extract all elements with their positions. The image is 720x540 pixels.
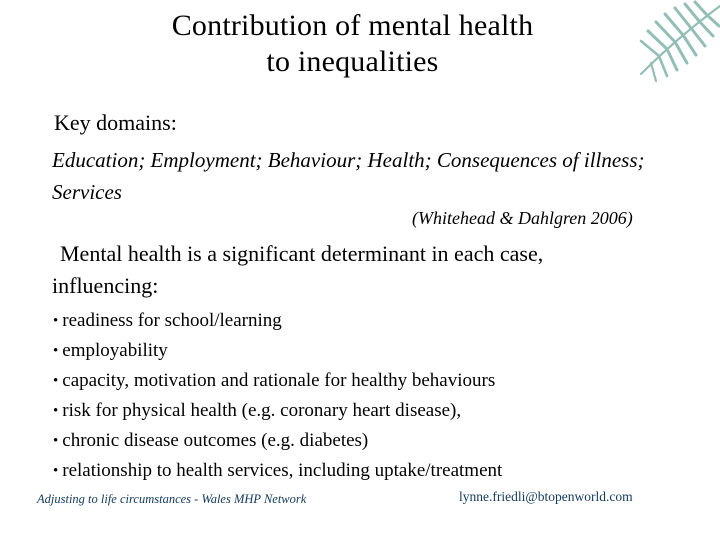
list-item-text: capacity, motivation and rationale for healthy behaviours (62, 370, 496, 391)
influence-list (53, 306, 502, 486)
citation: (Whitehead & Dahlgren 2006) (412, 208, 633, 228)
slide-title (80, 8, 625, 80)
list-item-text: chronic disease outcomes (e.g. diabetes) (62, 430, 369, 451)
bullet-icon: • (53, 313, 59, 329)
statement-line-2: influencing: (52, 273, 159, 298)
statement-line-1: Mental health is a significant determinant in each case, (60, 241, 544, 266)
list-item-text: risk for physical health (e.g. coronary heart disease), (62, 400, 462, 421)
bullet-icon: • (53, 433, 59, 449)
bullet-icon: • (53, 373, 59, 389)
list-item (53, 456, 502, 486)
domains-text: Education; Employment; Behaviour; Health; Consequences of illness; Services (52, 148, 645, 204)
list-item (53, 396, 502, 426)
bullet-icon: • (53, 403, 59, 419)
list-item-text: employability (62, 340, 168, 361)
title-line-1: Contribution of mental health (171, 9, 534, 42)
list-item (53, 306, 502, 336)
list-item (53, 426, 502, 456)
footer-email-link[interactable]: lynne.friedli@btopenworld.com (459, 489, 633, 504)
key-domains-heading: Key domains: (54, 110, 177, 135)
bullet-icon: • (53, 343, 59, 359)
bullet-icon: • (53, 463, 59, 479)
list-item (53, 336, 502, 366)
list-item-text: relationship to health services, including uptake/treatment (62, 460, 503, 481)
footer-network-label: Adjusting to life circumstances - Wales MHP Network (37, 492, 307, 506)
title-line-2: to inequalities (266, 45, 439, 78)
list-item (53, 366, 502, 396)
list-item-text: readiness for school/learning (62, 310, 282, 331)
determinant-statement (52, 238, 702, 302)
